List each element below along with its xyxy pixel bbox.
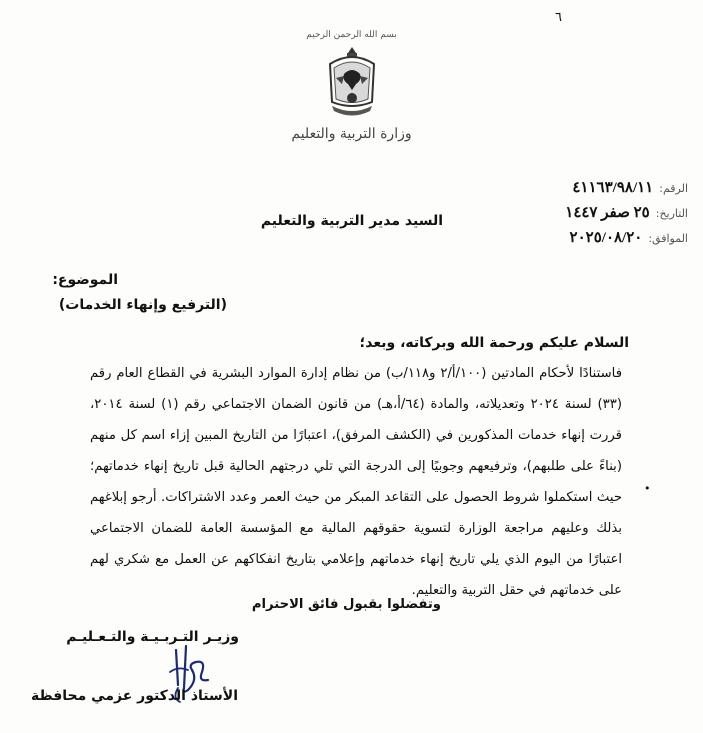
ministry-name: وزارة التربية والتعليم: [291, 126, 412, 142]
date-row: [498, 203, 688, 222]
signatory-title: وزيـر التـربـيـة والتـعـليـم: [66, 629, 239, 645]
subject-text: (الترفيع وإنهاء الخدمات): [58, 297, 227, 313]
greeting-line: السلام عليكم ورحمة الله وبركاته، وبعد؛: [359, 335, 629, 351]
letter-body-paragraph: فاستنادًا لأحكام المادتين (١٠٠/أ/٢ و١١٨/ب) من نظام إدارة الموارد البشرية في القطاع العام رقم (٣٣) لسنة ٢٠٢٤ وتعديلاته، والمادة (٦٤/أ،هـ) من قانون الضمان الاجتماعي رقم (١) لسنة ٢٠١٤، قررت إنهاء خدمات المذكورين في (الكشف المرفق)، اعتبارًا من التاريخ المبين إزاء اسم كل منهم (بناءً على طلبهم)، وترفيعهم وجوبيًا إلى الدرجة التي تلي درجتهم الحالية قبل تاريخ إنهاء خدماتهم؛ حيث استكملوا شروط الحصول على التقاعد المبكر من حيث العمر وعدد الاشتراكات. أرجو إبلاغهم بذلك وعليهم مراجعة الوزارة لتسوية حقوقهم المالية مع المؤسسة العامة للضمان الاجتماعي اعتبارًا من اليوم الذي يلي تاريخ إنهاء خدماتهم وإعلامي بتاريخ انفكاكهم عن العمل مع شكري لهم على خدماتهم في حقل التربية والتعليم.: [90, 366, 622, 598]
hijri-date-value: ٢٥ صفر ١٤٤٧: [565, 205, 650, 221]
page-number: ٦: [555, 10, 562, 25]
recipient-line: السيد مدير التربية والتعليم: [260, 213, 443, 229]
reference-number-row: [498, 178, 688, 197]
bullet-mark: •: [644, 482, 651, 495]
corresponding-date-label: الموافق:: [648, 232, 688, 245]
reference-number-value: ٤١١٦٣/٩٨/١١: [572, 180, 654, 196]
signatory-name: الأستاذ الدكتور عزمي محافظة: [30, 688, 238, 704]
basmala-text: بسم الله الرحمن الرحيم: [306, 30, 397, 40]
corresponding-date-row: [498, 228, 688, 247]
reference-number-label: الرقم:: [659, 182, 688, 195]
jordan-coat-of-arms-emblem: [322, 44, 382, 124]
gregorian-date-value: ٢٠٢٥/٠٨/٢٠: [569, 230, 643, 246]
closing-line: وتفضلوا بقبول فائق الاحترام: [251, 597, 441, 612]
date-label: التاريخ:: [655, 207, 688, 220]
subject-label: الموضوع:: [52, 272, 118, 288]
